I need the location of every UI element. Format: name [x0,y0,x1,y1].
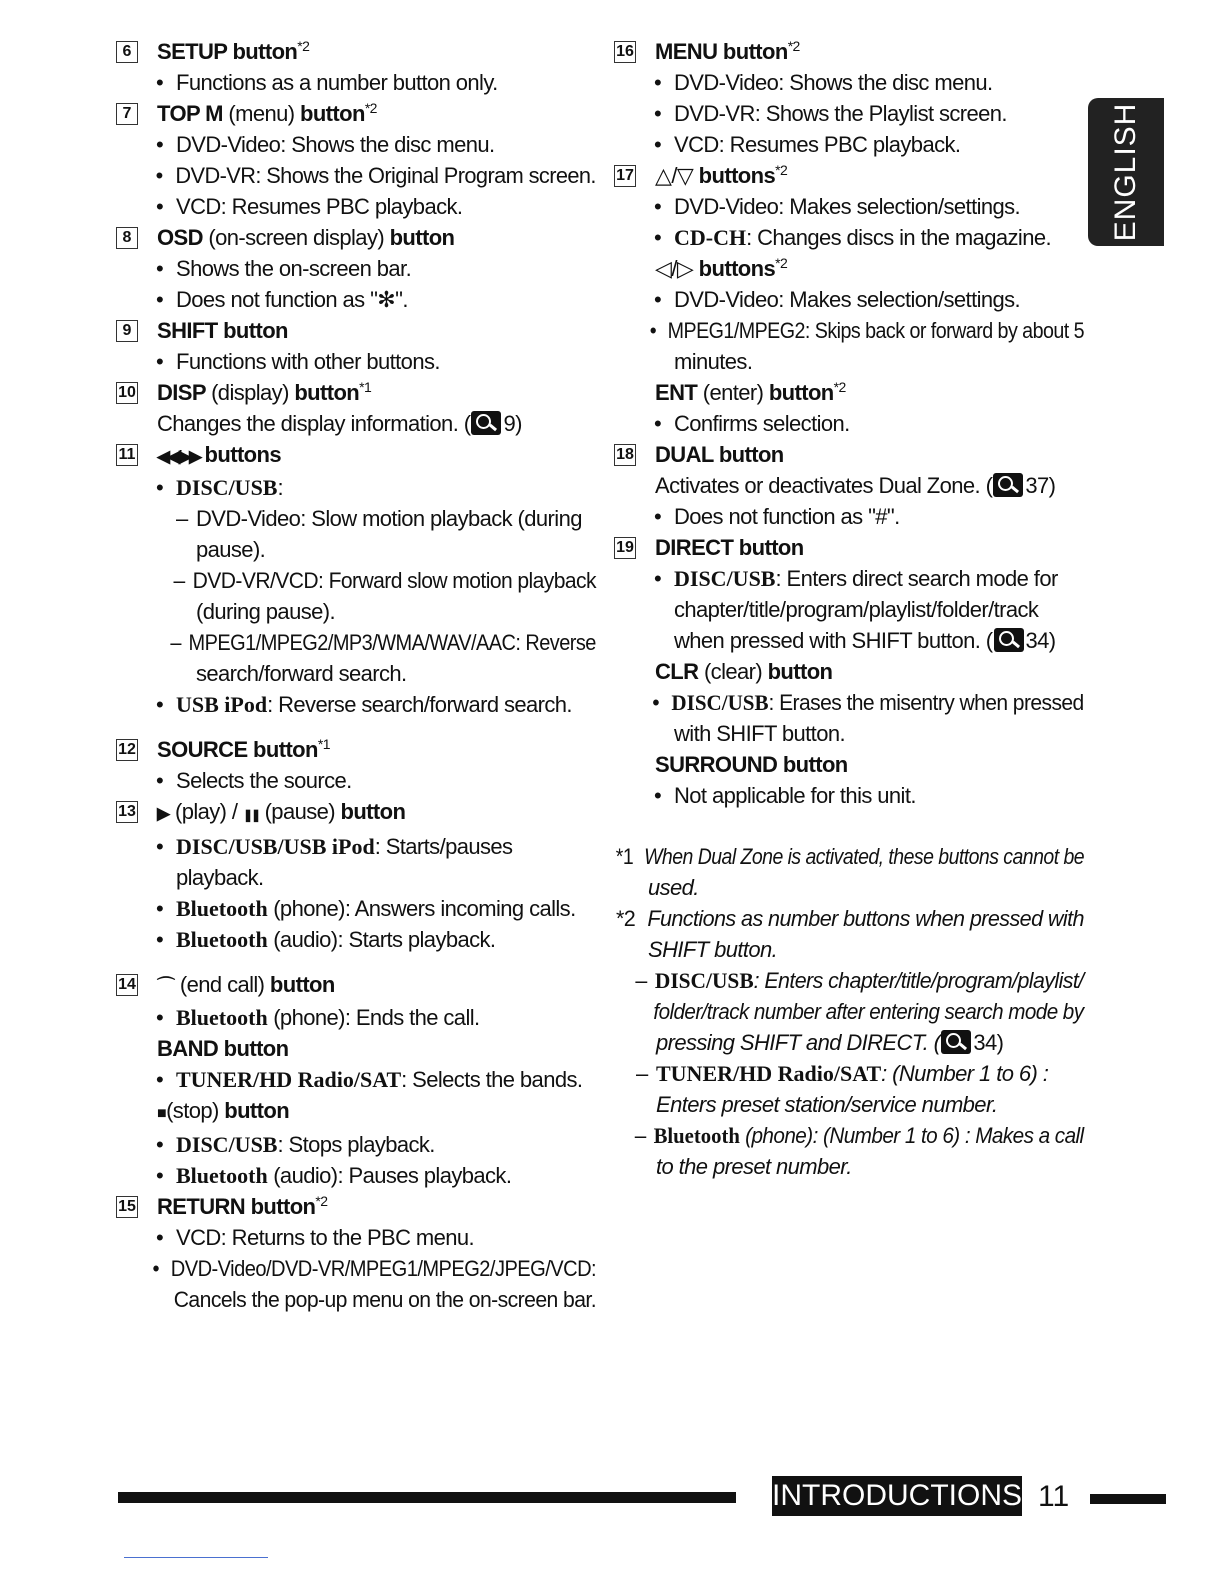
band-button-heading: BAND button [157,1036,289,1061]
bullet-text: (audio): Starts playback. [273,927,496,952]
item-number: 16 [614,41,636,63]
bullet-text: : Stops playback. [277,1132,435,1157]
bullet-text: : Erases the misentry when pressed [768,690,1084,715]
item-9-heading [116,315,596,346]
source-label: Bluetooth [653,1123,740,1148]
bullet: • VCD: Resumes PBC playback. [614,129,1084,160]
item-title: ENT [655,380,698,405]
footnote-dash-item [614,1120,1084,1151]
page-ref: 37) [1025,473,1056,498]
bullet: • Shows the on-screen bar. [116,253,596,284]
item-title: button [224,1098,290,1123]
item-paren: (clear) [703,659,763,684]
item-number: 18 [614,444,636,466]
item-title: CLR [655,659,699,684]
language-tab-label: ENGLISH [1109,102,1142,242]
footnote-ref: *1 [317,736,330,752]
item-paren: (stop) [166,1098,219,1123]
source-label: USB iPod [176,692,268,717]
item-title: buttons [204,442,281,467]
item-title: OSD [157,225,203,250]
bullet: • Functions with other buttons. [116,346,596,377]
stop-icon: ■ [157,1105,167,1122]
footer-rule-end [1090,1494,1166,1504]
bullet: • DVD-Video: Makes selection/settings. [614,284,1084,315]
stop-button-heading [116,1095,596,1129]
item-title: DIRECT button [655,535,804,560]
source-label: DISC/USB [176,475,278,500]
footnote-continuation [614,1027,1084,1058]
item-number: 13 [116,801,138,823]
item-title: RETURN button [157,1194,316,1219]
item-number: 9 [116,320,138,342]
footnote-mark: *1 [615,844,634,869]
bullet [116,893,596,924]
dash-item: – MPEG1/MPEG2/MP3/WMA/WAV/AAC: Reverse [116,627,551,658]
source-label: Bluetooth [176,896,268,921]
section-label: INTRODUCTIONS [772,1479,1022,1512]
source-label: Bluetooth [176,927,268,952]
footnote-mark: *2 [615,906,636,931]
page-ref: 34) [973,1030,1004,1055]
language-tab [1088,98,1164,246]
bullet: • Selects the source. [116,765,596,796]
bullet: • DVD-Video: Shows the disc menu. [614,67,1084,98]
item-number: 17 [614,165,636,187]
bullet: • Functions as a number button only. [116,67,596,98]
bullet: • Not applicable for this unit. [614,780,1084,811]
description-text: Changes the display information. ( [157,411,471,436]
item-number: 8 [116,227,138,249]
bullet-continuation: Cancels the pop-up menu on the on-screen bar. [173,1287,597,1312]
bullet: • DVD-VR: Shows the Original Program screen. [116,160,591,191]
item-19-heading [614,532,1084,563]
source-label: Bluetooth [176,1005,268,1030]
skip-buttons-icon: ◀◀/▶▶ [157,447,200,466]
item-title: buttons [698,256,776,281]
bullet-text: when pressed with SHIFT button. ( [674,628,993,653]
item-paren: (display) [211,380,289,405]
bullet-text: : Enters direct search mode for [775,566,1058,591]
footnote-dash-item [614,965,1084,996]
footnote-1 [614,841,1085,872]
item-number: 19 [614,537,636,559]
item-6-heading [116,36,596,67]
bullet: • DVD-Video: Makes selection/settings. [614,191,1084,222]
footnote-text: (phone): (Number 1 to 6) : Makes a call [745,1123,1084,1148]
bullet: • Does not function as "✻". [116,284,596,315]
item-title-suffix: button [389,225,455,250]
item-paren: (enter) [702,380,764,405]
bullet-text: (phone): Ends the call. [273,1005,480,1030]
description [116,408,596,439]
page-number: 11 [1038,1480,1070,1513]
item-title: button [269,972,335,997]
bullet: • DVD-VR: Shows the Playlist screen. [614,98,1084,129]
footnote-ref: *2 [297,38,310,54]
bullet-text: (phone): Answers incoming calls. [273,896,576,921]
pause-icon: ❚❚ [242,808,260,822]
right-column [614,36,1084,1182]
bullet [614,563,1084,594]
bullet [614,687,1084,718]
source-label: DISC/USB [654,968,754,993]
item-title-suffix: button [767,659,833,684]
dash-continuation: pause). [196,537,266,562]
source-label: DISC/USB [176,1132,278,1157]
bullet [116,1002,596,1033]
bullet-continuation: with SHIFT button. [674,721,845,746]
item-17-heading [614,160,1084,191]
item-number: 7 [116,103,138,125]
bullet [116,831,596,862]
play-icon: ▶ [157,804,170,823]
section-label-box [772,1476,1022,1516]
item-16-heading [614,36,1084,67]
footnote-continuation: folder/track number after entering search mode by [653,999,1084,1024]
source-label: TUNER/HD Radio/SAT [176,1067,402,1092]
bullet-text: : Changes discs in the magazine. [746,225,1051,250]
reference-magnifier-icon [471,411,501,435]
footnote-continuation: Enters preset station/service number. [656,1092,998,1117]
item-number: 10 [116,382,138,404]
item-paren: (on-screen display) [208,225,385,250]
description-text: Activates or deactivates Dual Zone. ( [655,473,993,498]
item-title: buttons [698,163,776,188]
footnote-ref: *2 [315,1193,328,1209]
item-title: button [340,799,406,824]
footnote-continuation: used. [648,875,699,900]
item-14-heading [116,969,596,1002]
item-title-suffix: button [768,380,834,405]
item-number: 11 [116,444,138,466]
bullet-text: : Starts/pauses [374,834,513,859]
item-paren: (end call) [179,972,265,997]
item-8-heading [116,222,596,253]
item-title-suffix: button [294,380,360,405]
bullet [116,924,596,955]
item-15-heading [116,1191,596,1222]
source-label: DISC/USB [674,566,776,591]
item-13-heading [116,796,596,831]
item-number: 12 [116,739,138,761]
bullet: • VCD: Resumes PBC playback. [116,191,596,222]
bullet [614,222,1084,253]
item-number: 15 [116,1196,138,1218]
page-ref: 34) [1025,628,1056,653]
ent-button-heading [614,377,1084,408]
bullet-continuation: playback. [176,865,264,890]
item-number: 6 [116,41,138,63]
bullet [116,1160,596,1191]
reference-magnifier-icon [994,628,1024,652]
description [614,470,1084,501]
source-label: DISC/USB/USB iPod [176,834,375,859]
footnote-ref: *2 [775,255,788,271]
scan-artifact-line [124,1557,268,1558]
item-number: 14 [116,974,138,996]
item-paren: (pause) [264,799,335,824]
bullet-text: (audio): Pauses playback. [273,1163,512,1188]
item-title: SHIFT button [157,318,288,343]
footnote-ref: *2 [364,100,377,116]
item-title: SETUP button [157,39,298,64]
footnote-ref: *2 [833,379,846,395]
bullet-continuation [614,625,1084,656]
footnote-ref: *2 [775,162,788,178]
item-10-heading [116,377,596,408]
end-call-icon: ⌒ [157,976,175,996]
item-title: MENU button [655,39,788,64]
bullet-text: : Selects the bands. [401,1067,583,1092]
footnote-text: Functions as number buttons when pressed with [647,906,1084,931]
source-label: CD-CH [674,225,747,250]
clr-button-heading [614,656,1084,687]
dash-item: – DVD-VR/VCD: Forward slow motion playback [116,565,576,596]
dash-continuation: (during pause). [196,599,335,624]
item-paren: (play) / [175,799,238,824]
item-title: DISP [157,380,206,405]
footnote-text: When Dual Zone is activated, these buttons cannot be [644,844,1085,869]
item-title-suffix: button [300,101,365,126]
bullet-continuation: chapter/title/program/playlist/folder/track [674,597,1039,622]
footnote-continuation: to the preset number. [656,1154,852,1179]
source-label: DISC/USB [671,690,769,715]
dash-continuation: search/forward search. [196,661,407,686]
item-11-heading [116,439,596,472]
bullet: • VCD: Returns to the PBC menu. [116,1222,596,1253]
footnote-text: : (Number 1 to 6) : [881,1061,1049,1086]
bullet [116,1064,596,1095]
page-ref: 9) [503,411,522,436]
bullet-text: : Reverse search/forward search. [267,692,572,717]
bullet: • Confirms selection. [614,408,1084,439]
bullet: • DVD-Video: Shows the disc menu. [116,129,596,160]
up-down-triangle-icon: △/▽ [655,163,694,188]
footnote-continuation: SHIFT button. [648,937,778,962]
reference-magnifier-icon [941,1030,971,1054]
bullet: • DVD-Video/DVD-VR/MPEG1/MPEG2/JPEG/VCD: [116,1253,554,1284]
reference-magnifier-icon [993,473,1023,497]
footnote-text: pressing SHIFT and DIRECT. ( [656,1030,941,1055]
item-title: SOURCE button [157,737,318,762]
bullet [116,1129,596,1160]
bullet: • DISC/USB: [116,472,596,503]
bullet [116,689,596,720]
left-right-triangle-icon: ◁/▷ [655,256,694,281]
item-7-heading [116,98,596,129]
footer-rule [118,1492,736,1503]
item-title: DUAL button [655,442,784,467]
source-label: Bluetooth [176,1163,268,1188]
footnote-2 [614,903,1084,934]
source-label: TUNER/HD Radio/SAT [656,1061,882,1086]
bullet-continuation: minutes. [674,349,753,374]
item-12-heading [116,734,596,765]
item-18-heading [614,439,1084,470]
item-title: TOP M [157,101,223,126]
bullet: • Does not function as "#". [614,501,1084,532]
left-right-buttons-heading [614,253,1084,284]
footnote-dash-item [614,1058,1084,1089]
bullet: • MPEG1/MPEG2: Skips back or forward by about 5 [614,315,1034,346]
surround-button-heading: SURROUND button [655,752,848,777]
footnote-text: : Enters chapter/title/program/playlist/ [753,968,1084,993]
footnote-ref: *1 [359,379,372,395]
dash-item: – DVD-Video: Slow motion playback (during [116,503,596,534]
left-column [116,36,596,1315]
item-paren: (menu) [228,101,295,126]
footnote-ref: *2 [787,38,800,54]
